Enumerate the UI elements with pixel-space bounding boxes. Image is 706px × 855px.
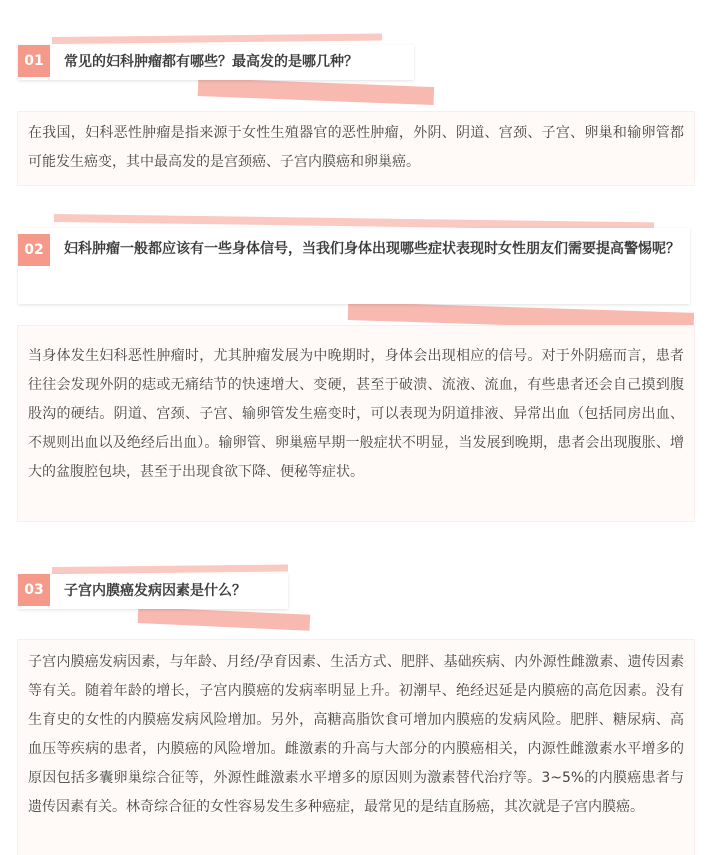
- answer-text: 子宫内膜癌发病因素，与年龄、月经/孕育因素、生活方式、肥胖、基础疾病、内外源性雌激素、遗传因素等有关。随着年龄的增长，子宫内膜癌的发病率明显上升。初潮早、绝经迟延是内膜癌的高危因素。没有生育史的女性的内膜癌发病风险增加。另外，高糖高脂饮食可增加内膜癌的发病风险。肥胖、糖尿病、高血压等疾病的患者，内膜癌的风险增加。雌激素的升高与大部分的内膜癌相关，内源性雌激素水平增多的原因包括多囊卵巢综合征等，外源性雌激素水平增多的原因则为激素替代治疗等。3~5%的内膜癌患者与遗传因素有关。林奇综合征的女性容易发生多种癌症，最常见的是结直肠癌，其次就是子宫内膜癌。: [28, 654, 684, 815]
- question-header-02: [18, 228, 690, 304]
- answer-text: 当身体发生妇科恶性肿瘤时，尤其肿瘤发展为中晚期时，身体会出现相应的信号。对于外阴癌而言，患者往往会发现外阴的痣或无痛结节的快速增大、变硬，甚至于破溃、流液、流血，有些患者还会自己摸到腹股沟的硬结。阴道、宫颈、子宫、输卵管发生癌变时，可以表现为阴道排液、异常出血（包括同房出血、不规则出血以及绝经后出血）。输卵管、卵巢癌早期一般症状不明显，当发展到晚期，患者会出现腹胀、增大的盆腹腔包块，甚至于出现食欲下降、便秘等症状。: [28, 348, 684, 480]
- decor-stripe: [52, 565, 288, 574]
- question-number: 03: [18, 574, 50, 606]
- decor-stripe: [52, 34, 382, 44]
- decor-stripe: [198, 78, 435, 105]
- question-header-03: [18, 574, 288, 609]
- answer-block-02: [18, 326, 694, 521]
- decor-stripe: [138, 607, 311, 631]
- question-header-01: [18, 45, 414, 80]
- question-number: 01: [18, 45, 50, 77]
- answer-block-01: [18, 112, 694, 185]
- question-title: 常见的妇科肿瘤都有哪些？最高发的是哪几种？: [64, 54, 358, 70]
- question-title: 妇科肿瘤一般都应该有一些身体信号，当我们身体出现哪些症状表现时女性朋友们需要提高警惕呢？: [64, 241, 680, 257]
- answer-block-03: [18, 640, 694, 855]
- answer-text: 在我国，妇科恶性肿瘤是指来源于女性生殖器官的恶性肿瘤，外阴、阴道、宫颈、子宫、卵巢和输卵管都可能发生癌变，其中最高发的是宫颈癌、子宫内膜癌和卵巢癌。: [28, 125, 684, 170]
- question-title: 子宫内膜癌发病因素是什么？: [64, 583, 246, 599]
- question-number: 02: [18, 234, 50, 266]
